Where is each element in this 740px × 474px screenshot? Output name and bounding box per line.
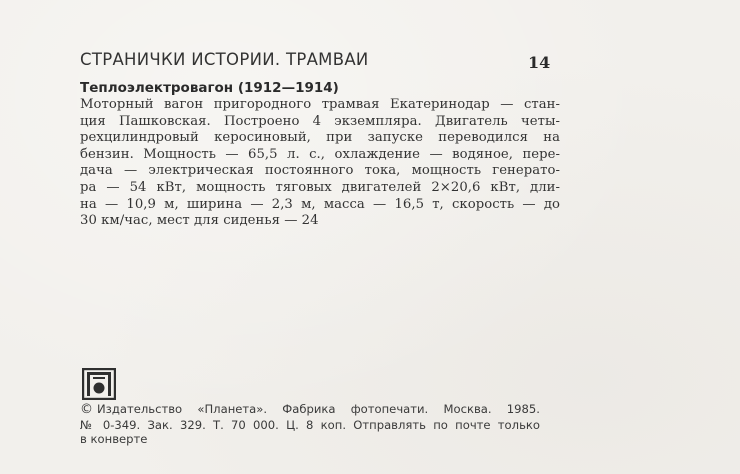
publisher-logo-icon — [82, 368, 116, 400]
description-line: 30 км/час, мест для сиденья — 24 — [80, 213, 319, 229]
description-line: бензин. Мощность — 65,5 л. с., охлаждение — водяное, пере- — [80, 146, 560, 162]
vehicle-heading: Теплоэлектровагон (1912—1914) — [80, 80, 339, 96]
description-line: ра — 54 кВт, мощность тяговых двигателей 2×20,6 кВт, дли- — [80, 179, 560, 195]
imprint-line-3: в конверте — [80, 432, 148, 447]
series-title: СТРАНИЧКИ ИСТОРИИ. ТРАМВАИ — [80, 50, 369, 69]
card-number: 14 — [528, 53, 551, 72]
description-line: рехцилиндровый керосиновый, при запуске переводился на — [80, 130, 560, 146]
imprint-line-2: № 0-349. Зак. 329. Т. 70 000. Ц. 8 коп. Отправлять по почте только — [80, 417, 540, 432]
copyright-icon: © — [80, 402, 93, 417]
description-line: на — 10,9 м, ширина — 2,3 м, масса — 16,5 т, скорость — до — [80, 196, 560, 212]
description-line: Моторный вагон пригородного трамвая Екатеринодар — стан- — [80, 97, 560, 112]
description-line: ция Пашковская. Построено 4 экземпляра. Двигатель четы- — [80, 113, 560, 129]
imprint-line-1 — [80, 402, 540, 418]
description-line: дача — электрическая постоянного тока, мощность генерато- — [80, 163, 560, 179]
vehicle-description — [80, 97, 560, 230]
imprint-text-1: Издательство «Планета». Фабрика фотопечати. Москва. 1985. — [97, 402, 540, 416]
publisher-imprint — [80, 402, 540, 447]
